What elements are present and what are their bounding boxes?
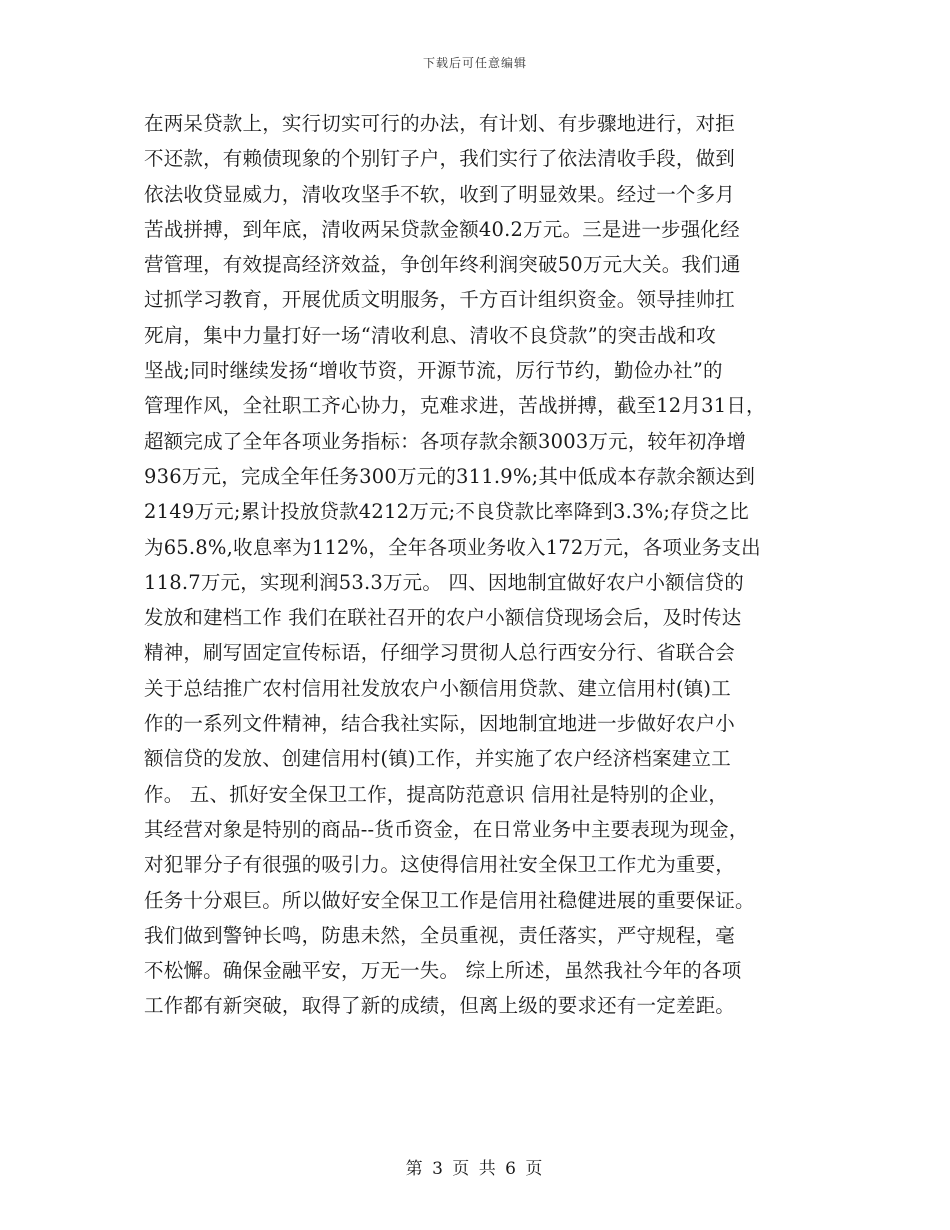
body-text xyxy=(144,106,834,1024)
text-line: 工作都有新突破，取得了新的成绩，但离上级的要求还有一定差距。 xyxy=(144,994,736,1018)
text-line: 苦战拼搏，到年底，清收两呆贷款金额40.2万元。三是进一步强化经 xyxy=(144,217,740,241)
text-line: 依法收贷显威力，清收攻坚手不软，收到了明显效果。经过一个多月 xyxy=(144,182,736,206)
text-line: 在两呆贷款上，实行切实可行的办法，有计划、有步骤地进行，对拒 xyxy=(144,112,736,135)
text-line: 其经营对象是特别的商品--货币资金，在日常业务中主要表现为现金， xyxy=(144,817,749,841)
text-line: 坚战;同时继续发扬“增收节资，开源节流，厉行节约，勤俭办社”的 xyxy=(144,359,723,383)
text-line: 不松懈。确保金融平安，万无一失。 综上所述，虽然我社今年的各项 xyxy=(144,959,742,983)
text-line: 发放和建档工作 我们在联社召开的农户小额信贷现场会后，及时传达 xyxy=(144,606,742,630)
page-header: 下载后可任意编辑 xyxy=(422,56,527,70)
text-line: 过抓学习教育，开展优质文明服务，千方百计组织资金。领导挂帅扛 xyxy=(144,288,736,312)
text-line: 对犯罪分子有很强的吸引力。这使得信用社安全保卫工作尤为重要， xyxy=(144,853,736,877)
text-line: 936万元，完成全年任务300万元的311.9%;其中低成本存款余额达到 xyxy=(144,464,756,488)
text-line: 118.7万元，实现利润53.3万元。 四、因地制宜做好农户小额信贷的 xyxy=(144,570,744,594)
text-line: 我们做到警钟长鸣，防患未然，全员重视，责任落实，严守规程，毫 xyxy=(144,923,736,947)
text-line: 为65.8%,收息率为112%，全年各项业务收入172万元，各项业务支出 xyxy=(144,535,761,559)
text-line: 营管理，有效提高经济效益，争创年终利润突破50万元大关。我们通 xyxy=(144,253,741,277)
text-line: 精神，刷写固定宣传标语，仔细学习贯彻人总行西安分行、省联合会 xyxy=(144,641,736,665)
text-line: 作的一系列文件精神，结合我社实际，因地制宜地进一步做好农户小 xyxy=(144,712,736,736)
text-line: 额信贷的发放、创建信用村(镇)工作，并实施了农户经济档案建立工 xyxy=(144,747,731,771)
text-line: 任务十分艰巨。所以做好安全保卫工作是信用社稳健进展的重要保证。 xyxy=(144,888,755,912)
text-line: 作。 五、抓好安全保卫工作，提高防范意识 信用社是特别的企业， xyxy=(144,782,729,806)
page-number: 第 3 页 共 6 页 xyxy=(405,1159,545,1179)
text-line: 管理作风，全社职工齐心协力，克难求进，苦战拼搏，截至12月31日， xyxy=(144,394,766,418)
text-line: 2149万元;累计投放贷款4212万元;不良贷款比率降到3.3%;存贷之比 xyxy=(144,500,749,524)
text-line: 不还款，有赖债现象的个别钉子户，我们实行了依法清收手段，做到 xyxy=(144,147,736,171)
text-line: 关于总结推广农村信用社发放农户小额信用贷款、建立信用村(镇)工 xyxy=(144,676,731,700)
text-line: 死肩，集中力量打好一场“清收利息、清收不良贷款”的突击战和攻 xyxy=(144,323,716,347)
text-line: 超额完成了全年各项业务指标：各项存款余额3003万元，较年初净增 xyxy=(144,429,747,453)
